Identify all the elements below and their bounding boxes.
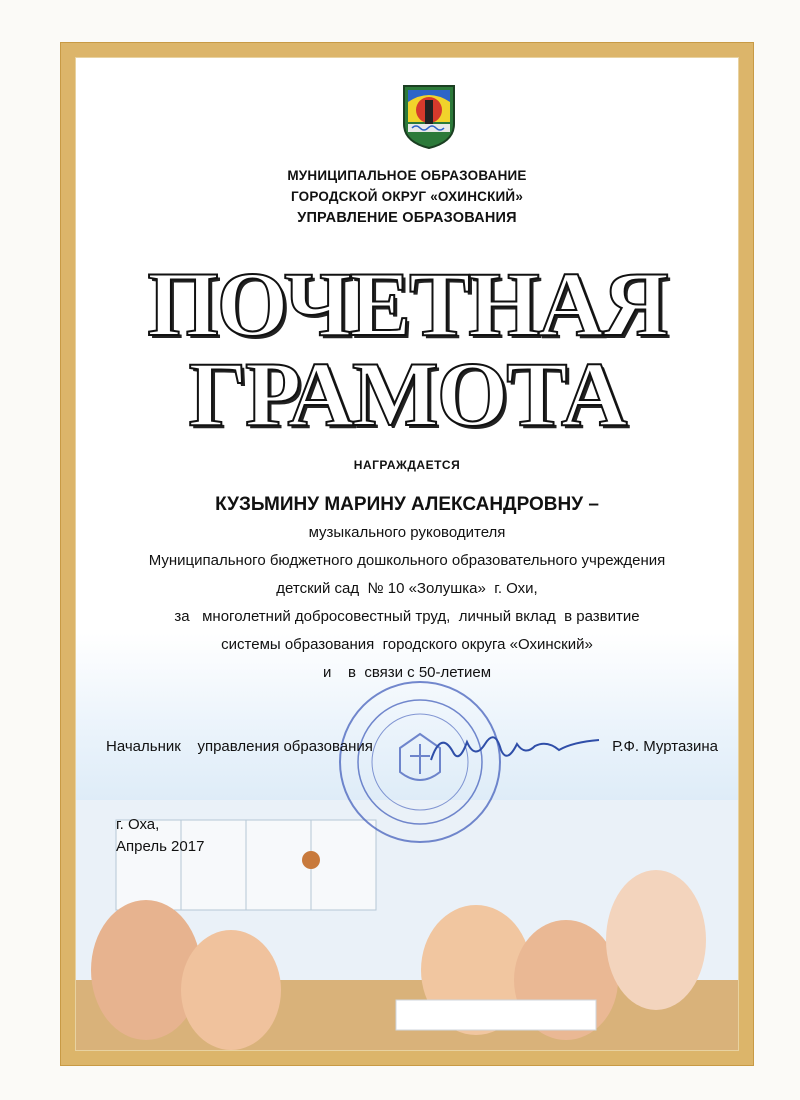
city: г. Оха, xyxy=(116,816,160,833)
signatory-position: Начальник управления образования xyxy=(106,738,373,755)
title-line-1: ПОЧЕТНАЯ xyxy=(147,253,667,355)
title-line-2: ГРАМОТА xyxy=(188,343,626,445)
signatory-name: Р.Ф. Муртазина xyxy=(612,738,718,755)
body-line-3: детский сад № 10 «Золушка» г. Охи, xyxy=(276,580,538,597)
certificate-body xyxy=(75,57,739,1051)
header-line-3: УПРАВЛЕНИЕ ОБРАЗОВАНИЯ xyxy=(297,210,517,226)
body-line-5: системы образования городского округа «Охинский» xyxy=(221,636,593,653)
awarded-label: НАГРАЖДАЕТСЯ xyxy=(353,458,461,472)
handwritten-signature xyxy=(426,722,606,772)
body-line-6: и в связи с 50-летием xyxy=(322,664,492,681)
coat-of-arms-emblem xyxy=(400,80,458,150)
body-line-4: за многолетний добросовестный труд, личный вклад в развитие xyxy=(174,608,640,625)
gold-frame xyxy=(60,42,754,1066)
issue-date: Апрель 2017 xyxy=(116,838,205,855)
header-line-2: ГОРОДСКОЙ ОКРУГ «ОХИНСКИЙ» xyxy=(290,189,524,204)
recipient-name: КУЗЬМИНУ МАРИНУ АЛЕКСАНДРОВНУ – xyxy=(215,494,599,515)
body-line-2: Муниципального бюджетного дошкольного образовательного учреждения xyxy=(148,552,666,569)
body-line-1: музыкального руководителя xyxy=(308,524,506,541)
header-line-1: МУНИЦИПАЛЬНОЕ ОБРАЗОВАНИЕ xyxy=(287,168,527,183)
place-and-date xyxy=(116,814,204,858)
